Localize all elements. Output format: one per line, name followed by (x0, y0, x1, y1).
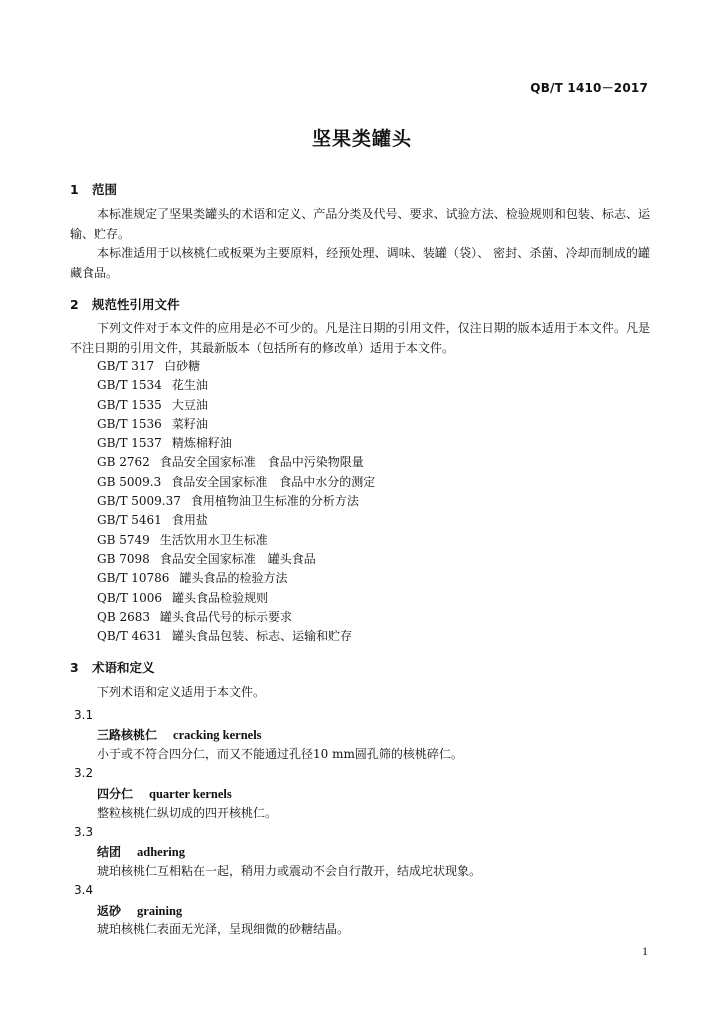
reference-item (97, 531, 375, 550)
term-definition: 小于或不符合四分仁，而又不能通过孔径10 mm圆孔筛的核桃碎仁。 (97, 747, 463, 761)
term-zh: 四分仁 (97, 787, 134, 801)
reference-title: 食品安全国家标准 食品中水分的测定 (171, 474, 376, 489)
reference-item (97, 569, 375, 588)
term-definition: 整粒核桃仁纵切成的四开核桃仁。 (97, 806, 278, 820)
reference-item (97, 492, 375, 511)
reference-code: GB 5749 (97, 532, 150, 547)
section-number: 3 (70, 660, 79, 675)
page-number: 1 (642, 944, 648, 958)
clause-number: 3.2 (74, 766, 94, 780)
term-entry (97, 785, 232, 802)
reference-code: GB/T 1537 (97, 436, 162, 451)
reference-title: 罐头食品代号的标示要求 (160, 609, 293, 624)
reference-title: 罐头食品包装、标志、运输和贮存 (172, 629, 353, 644)
standard-code: QB/T 1410－2017 (530, 81, 648, 95)
reference-title: 食品安全国家标准 罐头食品 (159, 551, 316, 566)
reference-code: GB/T 1535 (97, 397, 162, 412)
terms-intro: 下列术语和定义适用于本文件。 (97, 685, 266, 699)
term-zh: 返砂 (97, 904, 122, 918)
reference-item (97, 453, 375, 472)
references-intro: 下列文件对于本文件的应用是必不可少的。凡是注日期的引用文件，仅注日期的版本适用于本文件。凡是不注日期的引用文件，其最新版本（包括所有的修改单）适用于本文件。 (70, 321, 650, 355)
reference-code: GB/T 5461 (97, 513, 162, 528)
scope-paragraph-1: 本标准规定了坚果类罐头的术语和定义、产品分类及代号、要求、试验方法、检验规则和包装、标志、运输、贮存。 (70, 207, 650, 241)
reference-title: 白砂糖 (164, 359, 201, 373)
term-entry (97, 902, 182, 919)
reference-title: 生活饮用水卫生标准 (159, 532, 268, 547)
term-entry (97, 726, 262, 743)
term-en: graining (137, 904, 183, 918)
reference-code: GB/T 317 (97, 359, 155, 373)
section-title: 规范性引用文件 (92, 297, 180, 312)
reference-title: 罐头食品的检验方法 (179, 571, 288, 586)
reference-title: 菜籽油 (171, 416, 208, 431)
term-zh: 三路核桃仁 (97, 728, 158, 742)
section-2-heading (70, 295, 180, 313)
section-number: 1 (70, 182, 79, 197)
reference-code: QB 2683 (97, 609, 151, 624)
reference-item (97, 608, 375, 627)
reference-item (97, 627, 375, 646)
reference-item (97, 396, 375, 415)
reference-code: GB 2762 (97, 455, 150, 470)
reference-code: GB/T 5009.37 (97, 494, 181, 509)
reference-code: QB/T 4631 (97, 629, 163, 644)
clause-number: 3.1 (74, 708, 94, 722)
reference-item (97, 376, 375, 395)
reference-title: 食用盐 (171, 513, 208, 528)
reference-title: 食品安全国家标准 食品中污染物限量 (159, 455, 364, 470)
term-definition: 琥珀核桃仁表面无光泽，呈现细微的砂糖结晶。 (97, 922, 350, 936)
term-en: cracking kernels (173, 728, 262, 742)
section-3-heading (70, 658, 155, 676)
term-en: quarter kernels (149, 787, 232, 801)
document-title: 坚果类罐头 (311, 128, 412, 150)
reference-item (97, 473, 375, 492)
reference-title: 食用植物油卫生标准的分析方法 (190, 494, 359, 509)
reference-code: GB/T 1536 (97, 416, 162, 431)
reference-title: 花生油 (171, 378, 208, 393)
scope-paragraph-2: 本标准适用于以核桃仁或板栗为主要原料，经预处理、调味、装罐（袋）、 密封、杀菌、冷却而制成的罐藏食品。 (70, 246, 650, 280)
reference-list (97, 357, 375, 646)
reference-item (97, 550, 375, 569)
reference-title: 大豆油 (171, 397, 208, 412)
reference-title: 精炼棉籽油 (171, 436, 232, 451)
term-en: adhering (137, 845, 185, 859)
reference-code: GB/T 1534 (97, 378, 162, 393)
term-entry (97, 843, 185, 860)
reference-title: 罐头食品检验规则 (172, 590, 269, 605)
reference-code: GB 5009.3 (97, 474, 162, 489)
section-title: 范围 (92, 182, 118, 197)
section-title: 术语和定义 (92, 660, 155, 675)
clause-number: 3.3 (74, 825, 94, 839)
reference-item (97, 415, 375, 434)
term-definition: 琥珀核桃仁互相粘在一起，稍用力或震动不会自行散开，结成坨状现象。 (97, 864, 482, 878)
reference-code: QB/T 1006 (97, 590, 163, 605)
clause-number: 3.4 (74, 883, 94, 897)
reference-item (97, 357, 375, 376)
term-zh: 结团 (97, 845, 122, 859)
reference-item (97, 511, 375, 530)
reference-item (97, 589, 375, 608)
reference-item (97, 434, 375, 453)
section-1-heading (70, 180, 117, 198)
reference-code: GB/T 10786 (97, 571, 170, 586)
section-number: 2 (70, 297, 79, 312)
reference-code: GB 7098 (97, 551, 150, 566)
